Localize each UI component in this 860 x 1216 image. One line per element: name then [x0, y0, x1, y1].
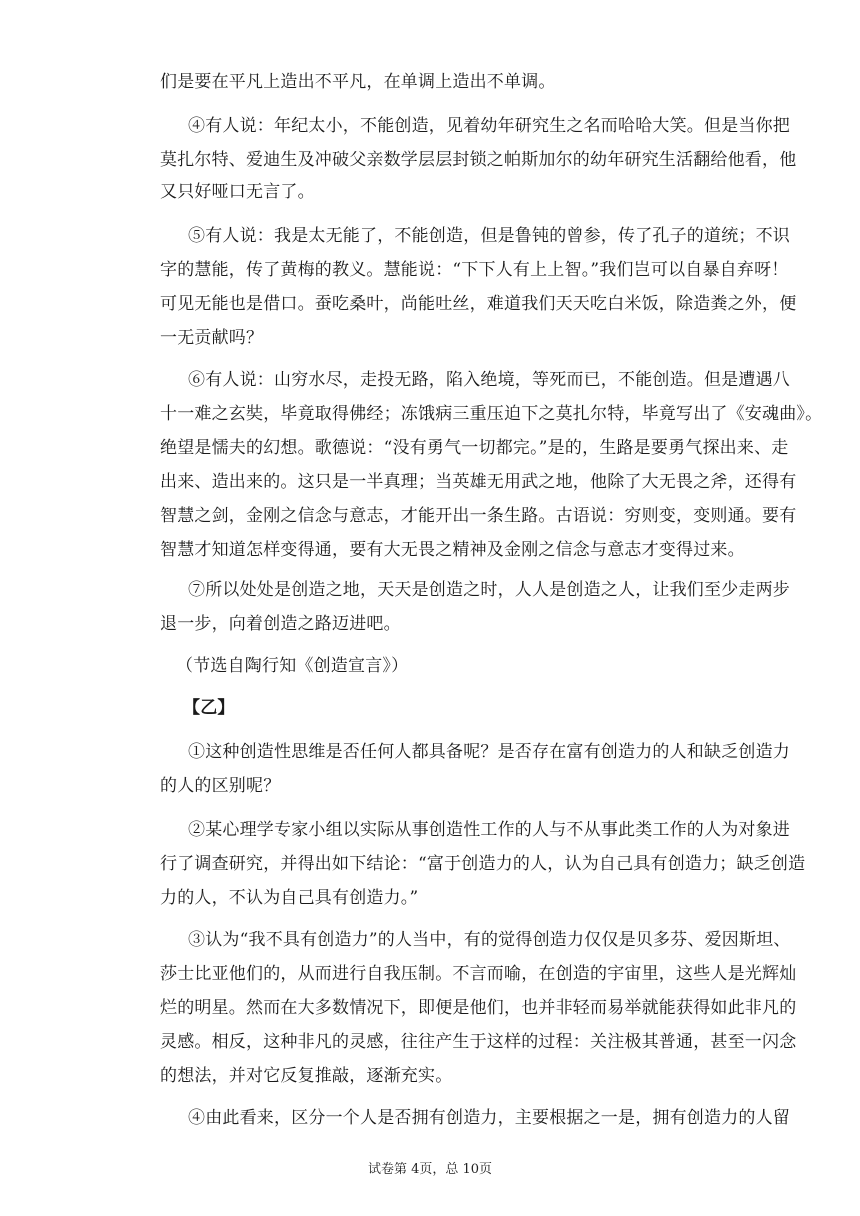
- text-line: 十一难之玄奘，毕竟取得佛经；冻饿病三重压迫下之莫扎尔特，毕竟写出了《安魂曲》。: [160, 404, 823, 424]
- section-heading: 【乙】: [183, 698, 235, 718]
- text-line: 行了调查研究，并得出如下结论：“富于创造力的人，认为自己具有创造力；缺乏创造: [160, 854, 806, 874]
- text-line: 的想法，并对它反复推敲，逐渐充实。: [160, 1066, 453, 1086]
- text-line: 字的慧能，传了黄梅的教义。慧能说：“下下人有上上智。”我们岂可以自暴自弃呀！: [160, 260, 789, 280]
- text-line: 又只好哑口无言了。: [160, 182, 315, 202]
- text-line: ②某心理学专家小组以实际从事创造性工作的人与不从事此类工作的人为对象进: [188, 820, 790, 840]
- text-line: 们是要在平凡上造出不平凡，在单调上造出不单调。: [160, 72, 556, 92]
- text-line: 一无贡献吗？: [160, 328, 264, 348]
- text-line: ④由此看来，区分一个人是否拥有创造力，主要根据之一是，拥有创造力的人留: [188, 1108, 790, 1128]
- text-line: 的人的区别呢？: [160, 776, 281, 796]
- text-line: ⑥有人说：山穷水尽，走投无路，陷入绝境，等死而已，不能创造。但是遭遇八: [188, 370, 790, 390]
- text-line: 灵感。相反，这种非凡的灵感，往往产生于这样的过程：关注极其普通，甚至一闪念: [160, 1032, 797, 1052]
- text-line: 智慧之剑，金刚之信念与意志，才能开出一条生路。古语说：穷则变，变则通。要有: [160, 506, 797, 526]
- text-line: ①这种创造性思维是否任何人都具备呢？是否存在富有创造力的人和缺乏创造力: [188, 742, 790, 762]
- text-line: 烂的明星。然而在大多数情况下，即便是他们，也并非轻而易举就能获得如此非凡的: [160, 998, 797, 1018]
- text-line: 出来、造出来的。这只是一半真理；当英雄无用武之地，他除了大无畏之斧，还得有: [160, 472, 797, 492]
- text-line: ③认为“我不具有创造力”的人当中，有的觉得创造力仅仅是贝多芬、爱因斯坦、: [188, 930, 791, 950]
- source-citation: （节选自陶行知《创造宣言》）: [176, 656, 409, 676]
- text-line: 莎士比亚他们的，从而进行自我压制。不言而喻，在创造的宇宙里，这些人是光辉灿: [160, 964, 797, 984]
- text-line: ⑤有人说：我是太无能了，不能创造，但是鲁钝的曾参，传了孔子的道统；不识: [188, 226, 790, 246]
- text-line: 力的人，不认为自己具有创造力。”: [160, 888, 419, 908]
- text-line: ⑦所以处处是创造之地，天天是创造之时，人人是创造之人，让我们至少走两步: [188, 580, 790, 600]
- text-line: 退一步，向着创造之路迈进吧。: [160, 614, 401, 634]
- text-line: 可见无能也是借口。蚕吃桑叶，尚能吐丝，难道我们天天吃白米饭，除造粪之外，便: [160, 294, 797, 314]
- text-line: ④有人说：年纪太小，不能创造，见着幼年研究生之名而哈哈大笑。但是当你把: [188, 116, 790, 136]
- text-line: 莫扎尔特、爱迪生及冲破父亲数学层层封锁之帕斯加尔的幼年研究生活翻给他看，他: [160, 150, 797, 170]
- text-line: 智慧才知道怎样变得通，要有大无畏之精神及金刚之信念与意志才变得过来。: [160, 540, 745, 560]
- text-line: 绝望是懦夫的幻想。歌德说：“没有勇气一切都完。”是的，生路是要勇气探出来、走: [160, 438, 789, 458]
- page-footer: 试卷第 4页，总 10页: [367, 1162, 493, 1177]
